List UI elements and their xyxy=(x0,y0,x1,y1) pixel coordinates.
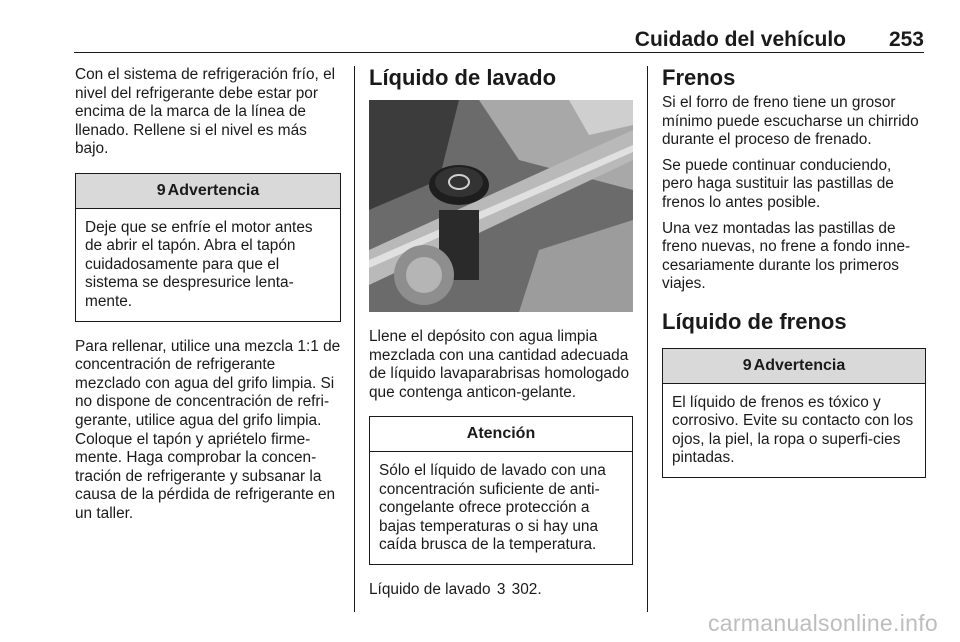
reference-label: Líquido de lavado xyxy=(369,580,491,598)
notice-title: Atención xyxy=(370,417,632,452)
page-header xyxy=(74,26,924,53)
notice-box xyxy=(369,416,633,565)
brakes-paragraph: Una vez montadas las pastillas de freno nuevas, no frene a fondo inne-cesariamente durante los primeros viajes. xyxy=(662,219,911,293)
brakes-paragraph: Se puede continuar conduciendo, pero haga sustituir las pastillas de frenos lo antes posible. xyxy=(662,156,894,211)
warning-box xyxy=(75,173,341,322)
warning-title: Advertencia xyxy=(753,356,846,374)
section-heading: Líquido de frenos xyxy=(662,308,847,334)
column-coolant xyxy=(75,66,341,530)
warning-icon: 9 xyxy=(156,181,166,199)
coolant-intro: Con el sistema de refrigeración frío, el nivel del refrigerante debe estar por encima de la marca de la línea de llenado. Rellene si el nivel es más bajo. xyxy=(75,66,336,158)
column-divider xyxy=(354,66,355,612)
section-heading: Frenos xyxy=(662,65,736,90)
warning-text: El líquido de frenos es tóxico y corrosivo. Evite su contacto con los ojos, la piel, la ropa o superfi-cies pintadas. xyxy=(672,393,914,467)
reference-arrow-icon: 3 xyxy=(496,580,506,598)
warning-text: Deje que se enfríe el motor antes de abrir el tapón. Abra el tapón cuidadosamente para que el sistema se despresurice lenta-mente. xyxy=(85,218,313,310)
engine-bay-photo xyxy=(369,100,633,312)
washer-text: Llene el depósito con agua limpia mezclada con una cantidad adecuada de líquido lavaparabrisas homologado que contenga anticon-gelante. xyxy=(369,328,630,401)
page-number: 253 xyxy=(888,28,924,51)
brakes-paragraph: Si el forro de freno tiene un grosor mínimo puede escucharse un chirrido durante el proceso de frenado. xyxy=(662,94,919,149)
warning-header xyxy=(663,349,925,384)
column-brakes xyxy=(662,66,926,494)
notice-text: Sólo el líquido de lavado con una concentración suficiente de anti-congelante ofrece protección a bajas temperaturas o si hay una caída brusca de la temperatura. xyxy=(379,461,606,554)
warning-icon: 9 xyxy=(742,356,752,374)
watermark: carmanualsonline.info xyxy=(707,610,938,636)
washer-reference xyxy=(369,581,633,600)
reference-page: 302. xyxy=(511,580,542,598)
warning-header xyxy=(76,174,340,209)
coolant-body: Para rellenar, utilice una mezcla 1:1 de concentración de refrigerante mezclado con agua del grifo limpia. Si no dispone de concentración de refri-gerante, utilice agua del grifo limpia. Coloque el tapón y apriételo firme-mente. Haga comprobar la concen-tración de refrigerante y subsanar la causa de la pérdida de refrigerante en un taller. xyxy=(75,337,341,522)
column-divider xyxy=(647,66,648,612)
header-title: Cuidado del vehículo xyxy=(634,28,846,51)
warning-box xyxy=(662,348,926,478)
section-heading: Líquido de lavado xyxy=(369,65,557,90)
warning-title: Advertencia xyxy=(167,181,260,199)
column-washer-fluid xyxy=(369,66,633,607)
washer-fluid-cap-icon xyxy=(369,100,633,312)
